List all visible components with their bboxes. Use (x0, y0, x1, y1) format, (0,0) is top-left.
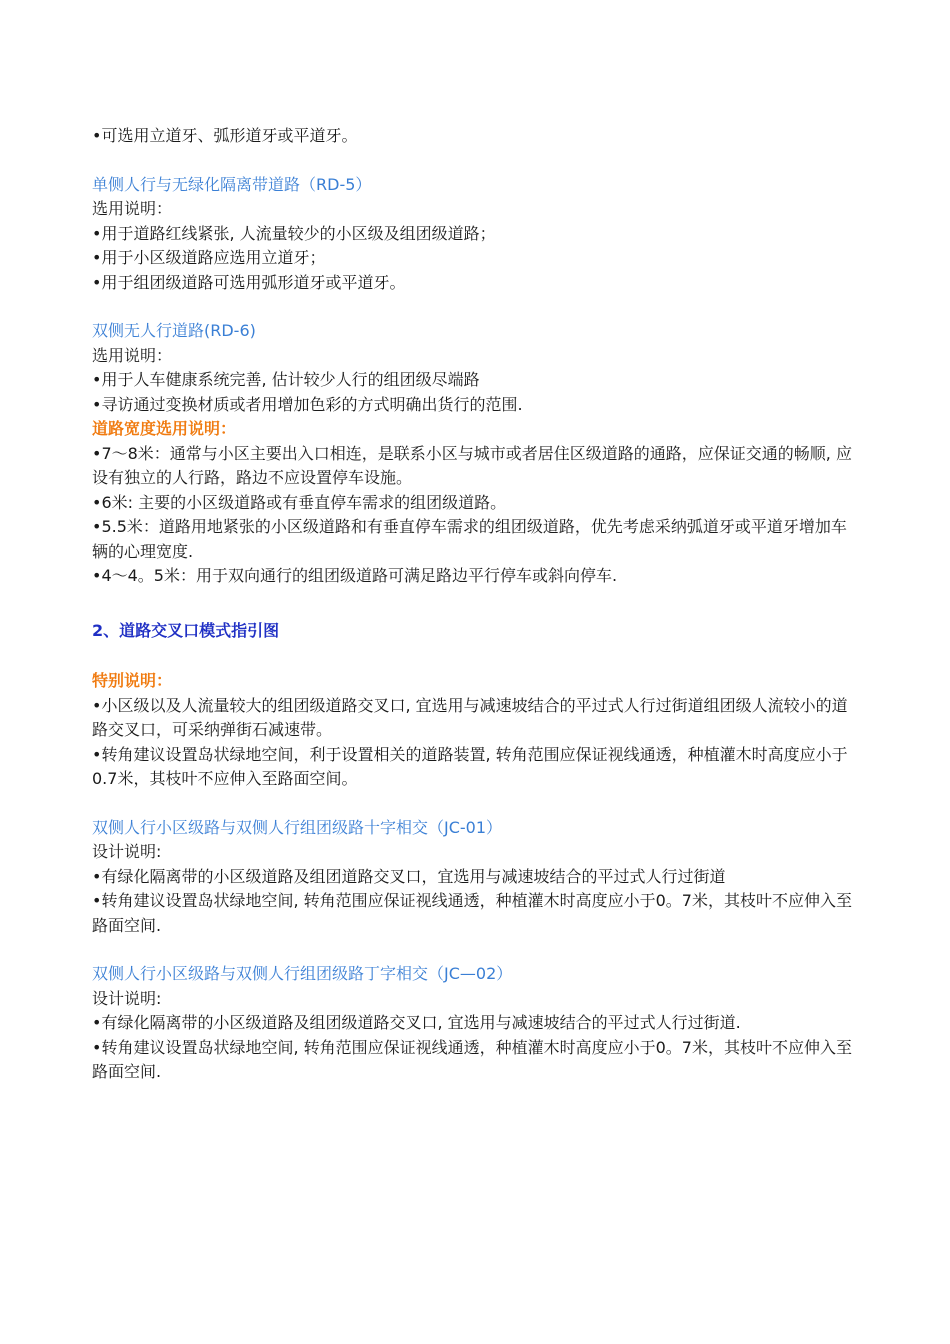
width-section (92, 417, 862, 589)
rd6-label: 选用说明： (92, 345, 173, 365)
rd6-title: 双侧无人行道路(RD-6) (92, 321, 256, 340)
jc02-bullet: •有绿化隔离带的小区级道路及组团级道路交叉口, 宜选用与减速坡结合的平过式人行过街道. (92, 1013, 741, 1032)
special-heading: 特别说明： (92, 671, 173, 690)
rd5-title: 单侧人行与无绿化隔离带道路（RD-5） (92, 174, 372, 194)
width-bullet: •4～4。5米：用于双向通行的组团级道路可满足路边平行停车或斜向停车. (92, 566, 618, 585)
rd6-bullet: •用于人车健康系统完善, 估计较少人行的组团级尽端路 (92, 370, 480, 389)
jc01-bullet: •转角建议设置岛状绿地空间, 转角范围应保证视线通透，种植灌木时高度应小于0。7米，其枝叶不应伸入至路面空间. (92, 891, 852, 935)
rd6-section (92, 319, 862, 417)
jc01-label: 设计说明: (92, 842, 162, 861)
jc01-section (92, 816, 862, 939)
special-bullet: •转角建议设置岛状绿地空间，利于设置相关的道路装置, 转角范围应保证视线通透，种植灌木时高度应小于0.7米，其枝叶不应伸入至路面空间。 (92, 744, 848, 788)
rd5-label: 选用说明： (92, 199, 173, 218)
jc01-title: 双侧人行小区级路与双侧人行组团级路十字相交（JC-01） (92, 817, 503, 837)
special-bullet: •小区级以及人流量较大的组团级道路交叉口, 宜选用与减速坡结合的平过式人行过街道组团级人流较小的道路交叉口，可采纳弹街石减速带。 (92, 695, 848, 739)
jc02-label: 设计说明: (92, 988, 162, 1008)
intro-bullet: •可选用立道牙、弧形道牙或平道牙。 (92, 126, 358, 145)
special-section (92, 669, 862, 792)
rd5-bullet: •用于小区级道路应选用立道牙； (92, 248, 326, 267)
rd6-bullet: •寻访通过变换材质或者用增加色彩的方式明确出货行的范围. (92, 394, 523, 414)
section-2-heading: 2、道路交叉口模式指引图 (92, 620, 280, 640)
width-bullet: •6米: 主要的小区级道路或有垂直停车需求的组团级道路。 (92, 492, 507, 512)
rd5-bullet: •用于道路红线紧张, 人流量较少的小区级及组团级道路； (92, 223, 496, 243)
jc02-section (92, 962, 862, 1085)
document-page (92, 124, 862, 1085)
rd5-bullet: •用于组团级道路可选用弧形道牙或平道牙。 (92, 272, 406, 292)
width-bullet: •7～8米：通常与小区主要出入口相连，是联系小区与城市或者居住区级道路的通路，应保证交通的畅顺, 应设有独立的人行路，路边不应设置停车设施。 (92, 443, 852, 487)
jc01-bullet: •有绿化隔离带的小区级道路及组团道路交叉口，宜选用与减速坡结合的平过式人行过街道 (92, 866, 726, 886)
jc02-bullet: •转角建议设置岛状绿地空间, 转角范围应保证视线通透，种植灌木时高度应小于0。7米，其枝叶不应伸入至路面空间. (92, 1037, 852, 1081)
jc02-title: 双侧人行小区级路与双侧人行组团级路丁字相交（JC—02） (92, 964, 513, 983)
width-bullet: •5.5米：道路用地紧张的小区级道路和有垂直停车需求的组团级道路，优先考虑采纳弧道牙或平道牙增加车辆的心理宽度. (92, 517, 847, 561)
rd5-section (92, 173, 862, 296)
width-heading: 道路宽度选用说明： (92, 419, 237, 438)
